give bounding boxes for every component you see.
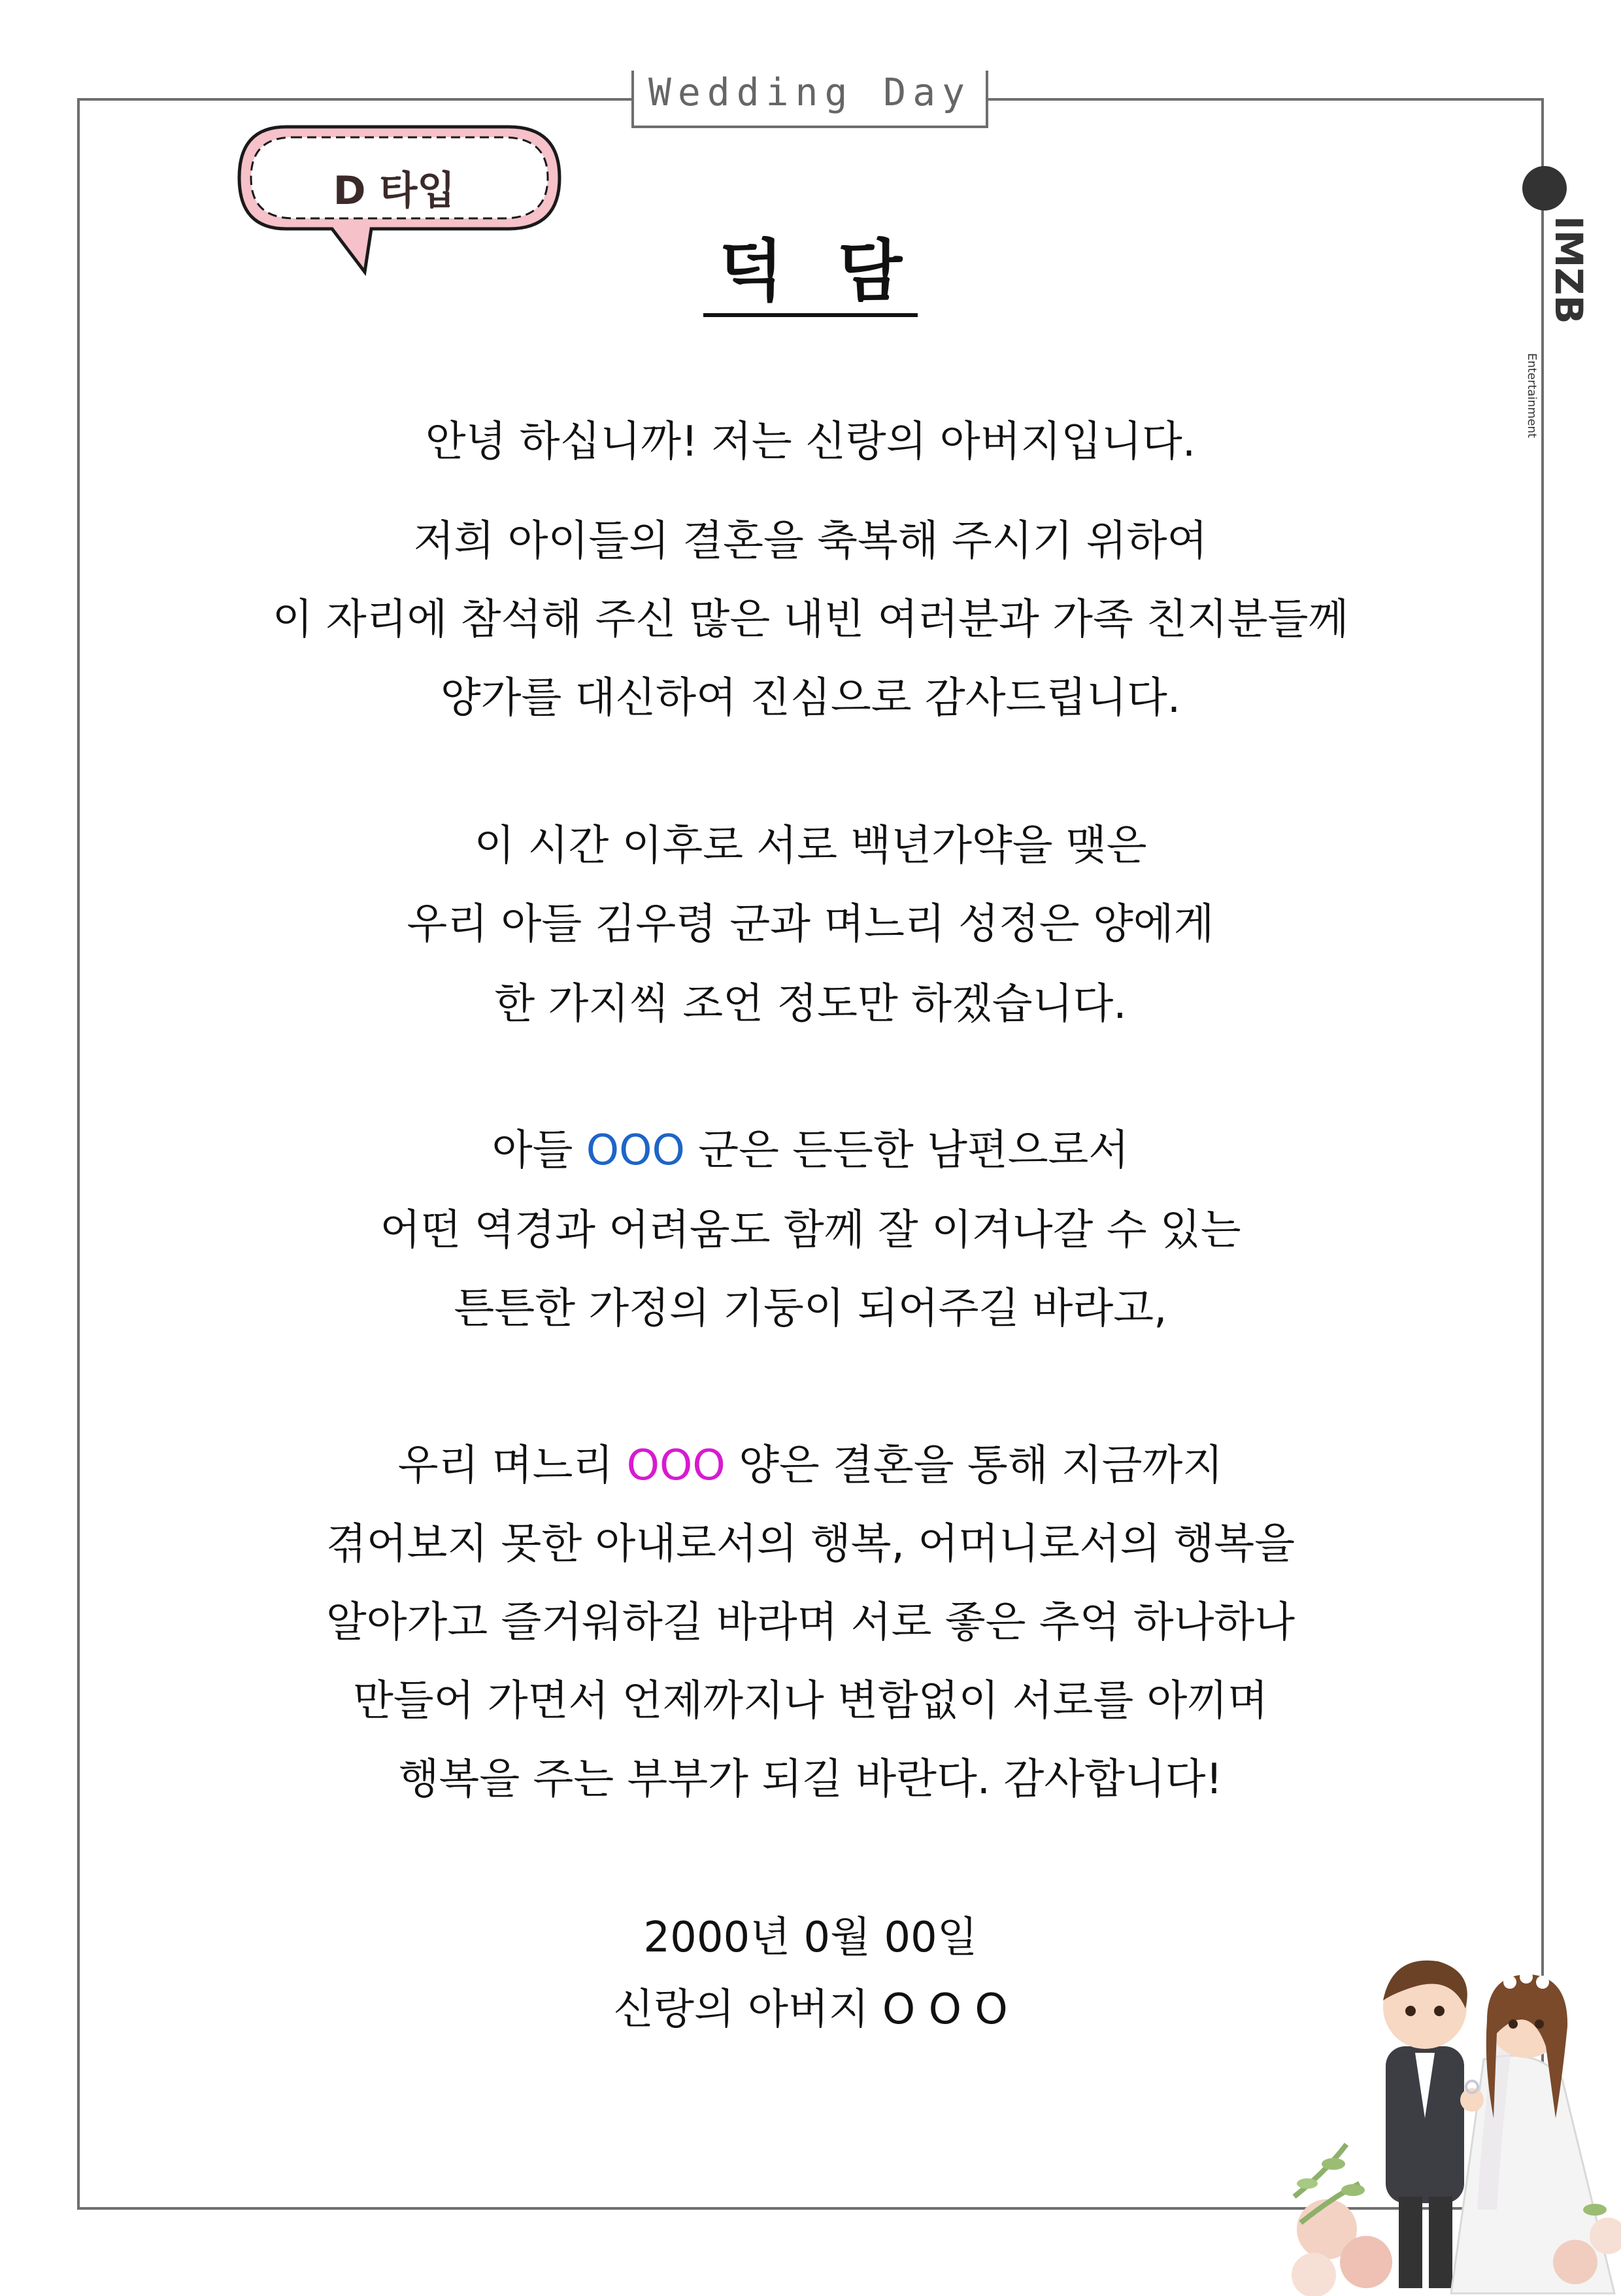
p5-line-3: 알아가고 즐거워하길 바라며 서로 좋은 추억 하나하나	[326, 1598, 1295, 1647]
p4-line-1	[0, 1117, 1621, 1177]
header-tab	[631, 71, 988, 128]
title-text: 덕 담	[703, 233, 918, 317]
p1-line-1: 안녕 하십니까! 저는 신랑의 아버지입니다.	[425, 418, 1196, 466]
bride-name-placeholder: OOO	[626, 1442, 726, 1490]
p5-line-2: 겪어보지 못한 아내로서의 행복, 어머니로서의 행복을	[326, 1520, 1295, 1568]
p3-line-3: 한 가지씩 조언 정도만 하겠습니다.	[494, 980, 1127, 1028]
p2-line-1: 저희 아이들의 결혼을 축복해 주시기 위하여	[413, 517, 1208, 566]
p4-line-1-post: 군은 든든한 남편으로서	[684, 1126, 1129, 1175]
p4-line-3: 튼튼한 가정의 기둥이 되어주길 바라고,	[454, 1285, 1167, 1333]
p5-line-1-post: 양은 결혼을 통해 지금까지	[725, 1442, 1224, 1490]
logo-text: IMZB	[1546, 216, 1591, 324]
p2-line-3: 양가를 대신하여 진심으로 감사드립니다.	[440, 674, 1181, 722]
p5-line-1	[0, 1432, 1621, 1492]
p5-line-1-pre: 우리 며느리	[397, 1442, 627, 1490]
logo-subtext: Entertainment	[1525, 353, 1539, 438]
p5-line-4: 만들어 가면서 언제까지나 변함없이 서로를 아끼며	[352, 1677, 1269, 1725]
p5-line-5: 행복을 주는 부부가 되길 바란다. 감사합니다!	[398, 1755, 1223, 1804]
p2-line-2: 이 자리에 참석해 주신 많은 내빈 여러분과 가족 친지분들께	[272, 596, 1349, 644]
p3-line-1: 이 시간 이후로 서로 백년가약을 맺은	[474, 822, 1147, 870]
p4-line-2: 어떤 역경과 어려움도 함께 잘 이겨나갈 수 있는	[380, 1206, 1241, 1255]
page-title	[0, 218, 1621, 314]
groom-name-placeholder: OOO	[586, 1126, 685, 1175]
p4-line-1-pre: 아들	[492, 1126, 586, 1175]
badge-label: D 타입	[333, 168, 456, 214]
wedding-couple-illustration	[1288, 1948, 1621, 2293]
closing-signature: 신랑의 아버지 O O O	[613, 1985, 1008, 2034]
closing-date: 2000년 0월 00일	[643, 1914, 978, 1962]
p3-line-2: 우리 아들 김우령 군과 며느리 성정은 양에게	[407, 900, 1214, 949]
header-tab-label: Wedding Day	[648, 70, 972, 114]
